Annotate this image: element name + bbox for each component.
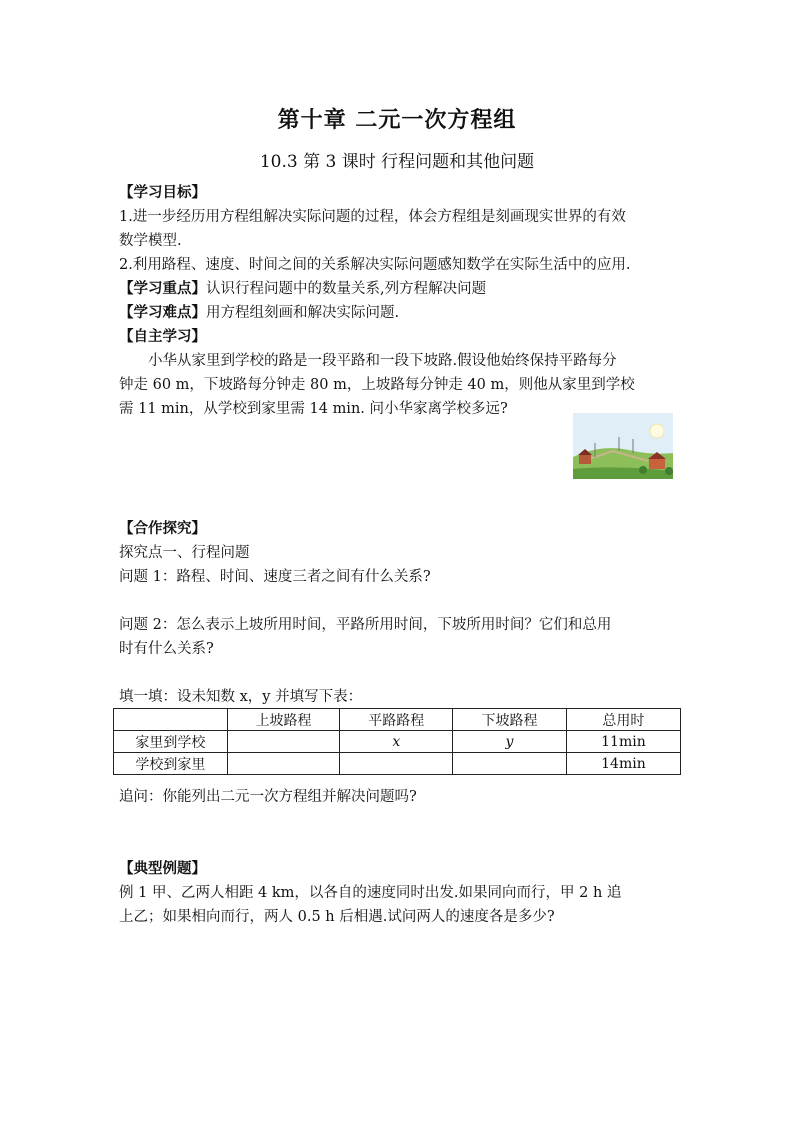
question-2-line-1: 问题 2：怎么表示上坡所用时间，平路所用时间，下坡所用时间？它们和总用	[119, 617, 612, 633]
table-cell: 学校到家里	[114, 753, 228, 775]
fill-in-table	[113, 708, 681, 775]
school-building	[649, 459, 665, 469]
goal-1-line-1: 1.进一步经历用方程组解决实际问题的过程，体会方程组是刻画现实世界的有效	[119, 209, 626, 225]
goal-2: 2.利用路程、速度、时间之间的关系解决实际问题感知数学在实际生活中的应用.	[119, 257, 631, 273]
table-cell[interactable]	[340, 753, 453, 775]
self-study-line-2: 钟走 60 m，下坡路每分钟走 80 m，上坡路每分钟走 40 m，则他从家里到学校	[119, 377, 635, 393]
learning-difficulty	[119, 303, 679, 323]
goal-1-line-2: 数学模型.	[119, 233, 182, 249]
sun-icon	[650, 424, 664, 438]
table-header-cell: 下坡路程	[453, 709, 567, 731]
self-study-line-3: 需 11 min，从学校到家里需 14 min. 问小华家离学校多远?	[119, 401, 508, 417]
example-heading: 【典型例题】	[119, 861, 206, 877]
follow-up-question: 追问：你能列出二元一次方程组并解决问题吗?	[119, 789, 417, 805]
table-cell[interactable]	[453, 753, 567, 775]
learning-goals-heading: 【学习目标】	[119, 185, 206, 201]
question-2-line-2: 时有什么关系?	[119, 641, 214, 657]
lesson-subtitle: 10.3 第 3 课时 行程问题和其他问题	[259, 152, 535, 172]
hill-road-illustration	[573, 413, 673, 479]
table-cell[interactable]	[227, 753, 340, 775]
example-1-line-2: 上乙；如果相向而行，两人 0.5 h 后相遇.试问两人的速度各是多少?	[119, 909, 555, 925]
explore-point-1: 探究点一、行程问题	[119, 545, 250, 561]
example-1-line-1: 例 1 甲、乙两人相距 4 km，以各自的速度同时出发.如果同向而行，甲 2 h 追	[119, 885, 622, 901]
difficulty-heading: 【学习难点】	[119, 305, 206, 321]
chapter-title: 第十章 二元一次方程组	[277, 108, 517, 133]
table-row	[114, 731, 681, 753]
self-study-line-1: 小华从家里到学校的路是一段平路和一段下坡路.假设他始终保持平路每分	[148, 353, 617, 369]
table-cell[interactable]: x	[340, 731, 453, 753]
focus-heading: 【学习重点】	[119, 281, 206, 297]
table-cell: 家里到学校	[114, 731, 228, 753]
focus-text: 认识行程问题中的数量关系,列方程解决问题	[206, 281, 487, 297]
table-cell: 14min	[566, 753, 680, 775]
table-cell: 11min	[566, 731, 680, 753]
table-cell[interactable]	[227, 731, 340, 753]
learning-focus	[119, 279, 679, 299]
home-house	[579, 455, 591, 464]
table-cell[interactable]: y	[453, 731, 567, 753]
difficulty-text: 用方程组刻画和解决实际问题.	[206, 305, 400, 321]
table-header-cell: 平路路程	[340, 709, 453, 731]
self-study-heading: 【自主学习】	[119, 329, 206, 345]
table-header-cell	[114, 709, 228, 731]
table-header-row	[114, 709, 681, 731]
table-header-cell: 总用时	[566, 709, 680, 731]
table-row	[114, 753, 681, 775]
table-header-cell: 上坡路程	[227, 709, 340, 731]
bush	[639, 466, 647, 474]
question-1: 问题 1：路程、时间、速度三者之间有什么关系?	[119, 569, 431, 585]
fill-in-intro: 填一填：设未知数 x，y 并填写下表：	[119, 689, 363, 705]
bush	[665, 467, 673, 475]
coop-heading: 【合作探究】	[119, 521, 206, 537]
